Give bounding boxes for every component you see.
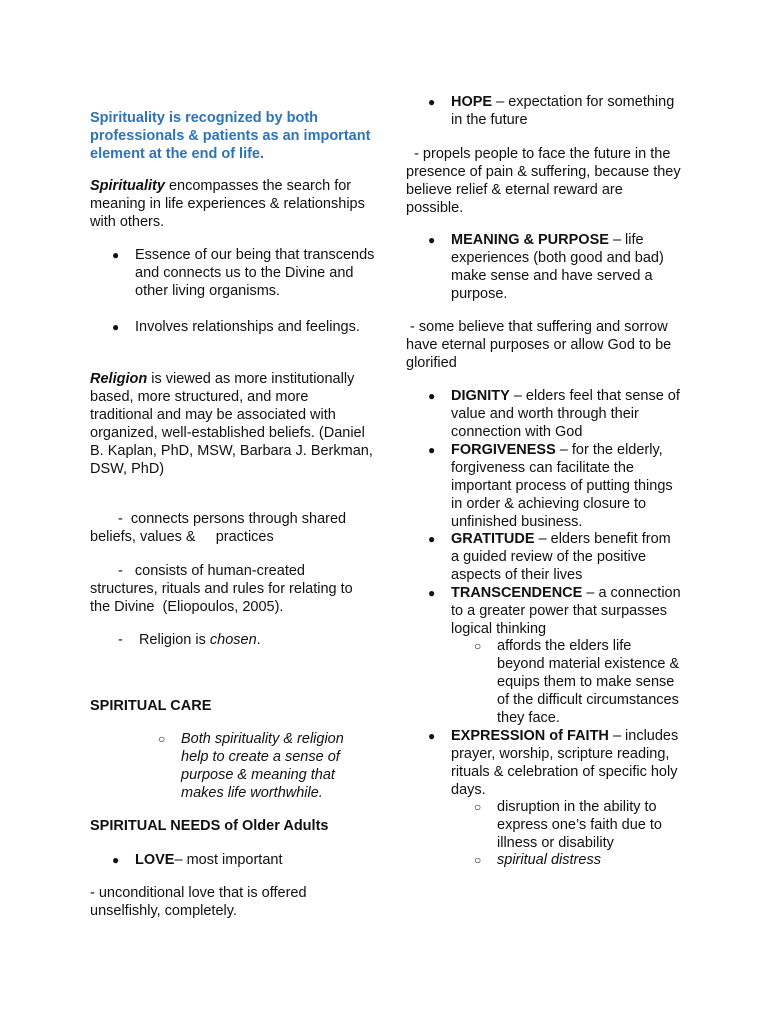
hope-bullet [406,93,681,129]
spiritual-care-heading: SPIRITUAL CARE [90,698,212,714]
dignity-bullet [406,387,681,441]
spirituality-text: encompasses the search for meaning in life experiences & relationships with others. [90,178,365,230]
faith-subitem-1: ○ disruption in the ability to express one’s faith due to illness or disability [474,798,681,852]
meaning-text: – life experiences (both good and bad) make sense and have served a purpose. [451,232,664,302]
gratitude-bullet [406,530,681,584]
spirituality-definition [90,177,375,231]
transcendence-bullet [406,584,681,638]
love-note: - unconditional love that is offered unselfishly, completely. [90,885,307,919]
meaning-note: - some believe that suffering and sorrow have eternal purposes or allow God to be glorified [406,319,676,371]
forgiveness-text: – for the elderly, forgiveness can facilitate the important process of putting things in order & achieving closure to unfinished business. [451,442,673,530]
religion-point-3-suffix: . [256,632,261,648]
religion-point-3-prefix: - Religion is [118,632,210,648]
dignity-term: DIGNITY [451,388,510,404]
hope-term: HOPE [451,94,493,110]
love-term: LOVE [135,852,175,868]
faith-term: EXPRESSION of FAITH [451,728,609,744]
hope-note: - propels people to face the future in the presence of pain & suffering, because they believe relief & eternal reward are possible. [406,146,685,216]
love-text: – most important [174,852,283,868]
dignity-text: – elders feel that sense of value and worth through their connection with God [451,388,680,440]
religion-term: Religion [90,371,148,387]
gratitude-term: GRATITUDE [451,531,535,547]
gratitude-text: – elders benefit from a guided review of the positive aspects of their lives [451,531,671,583]
transcendence-text: – a connection to a greater power that surpasses logical thinking [451,585,681,637]
intro-heading: Spirituality is recognized by both professionals & patients as an important element at the end of life. [90,110,371,162]
spiritual-care-item: ○ Both spirituality & religion help to create a sense of purpose & meaning that makes life worthwhile. [158,730,371,802]
religion-point-3-emphasis: chosen [209,632,257,648]
hope-text: – expectation for something in the future [451,94,675,128]
love-bullet [90,851,375,869]
transcendence-subitem: ○ affords the elders life beyond material existence & equips them to make sense of the difficult circumstances they face. [474,637,681,727]
spirituality-bullet-2: ● Involves relationships and feelings. [90,318,375,336]
religion-text: is viewed as more institutionally based, more structured, and more traditional and may be associated with organized, well-established beliefs. (Daniel B. Kaplan, PhD, MSW, Barbara J. Berkman, DSW, PhD) [90,371,373,477]
religion-point-1: - connects persons through shared beliefs, values & practices [90,511,351,545]
forgiveness-term: FORGIVENESS [451,442,556,458]
faith-bullet [406,727,681,799]
spirituality-term: Spirituality [90,178,165,194]
transcendence-term: TRANSCENDENCE [451,585,583,601]
religion-definition [90,370,375,478]
meaning-term: MEANING & PURPOSE [451,232,609,248]
religion-point-3 [90,631,375,649]
needs-heading: SPIRITUAL NEEDS of Older Adults [90,818,329,834]
spirituality-bullet-1: ● Essence of our being that transcends and connects us to the Divine and other living organisms. [90,246,375,300]
faith-text: – includes prayer, worship, scripture reading, rituals & celebration of specific holy days. [451,728,679,798]
religion-point-2: - consists of human-created structures, rituals and rules for relating to the Divine (Eliopoulos, 2005). [90,563,357,615]
meaning-bullet [406,231,681,303]
forgiveness-bullet [406,441,681,531]
faith-subitem-2: ○ spiritual distress [474,851,681,869]
